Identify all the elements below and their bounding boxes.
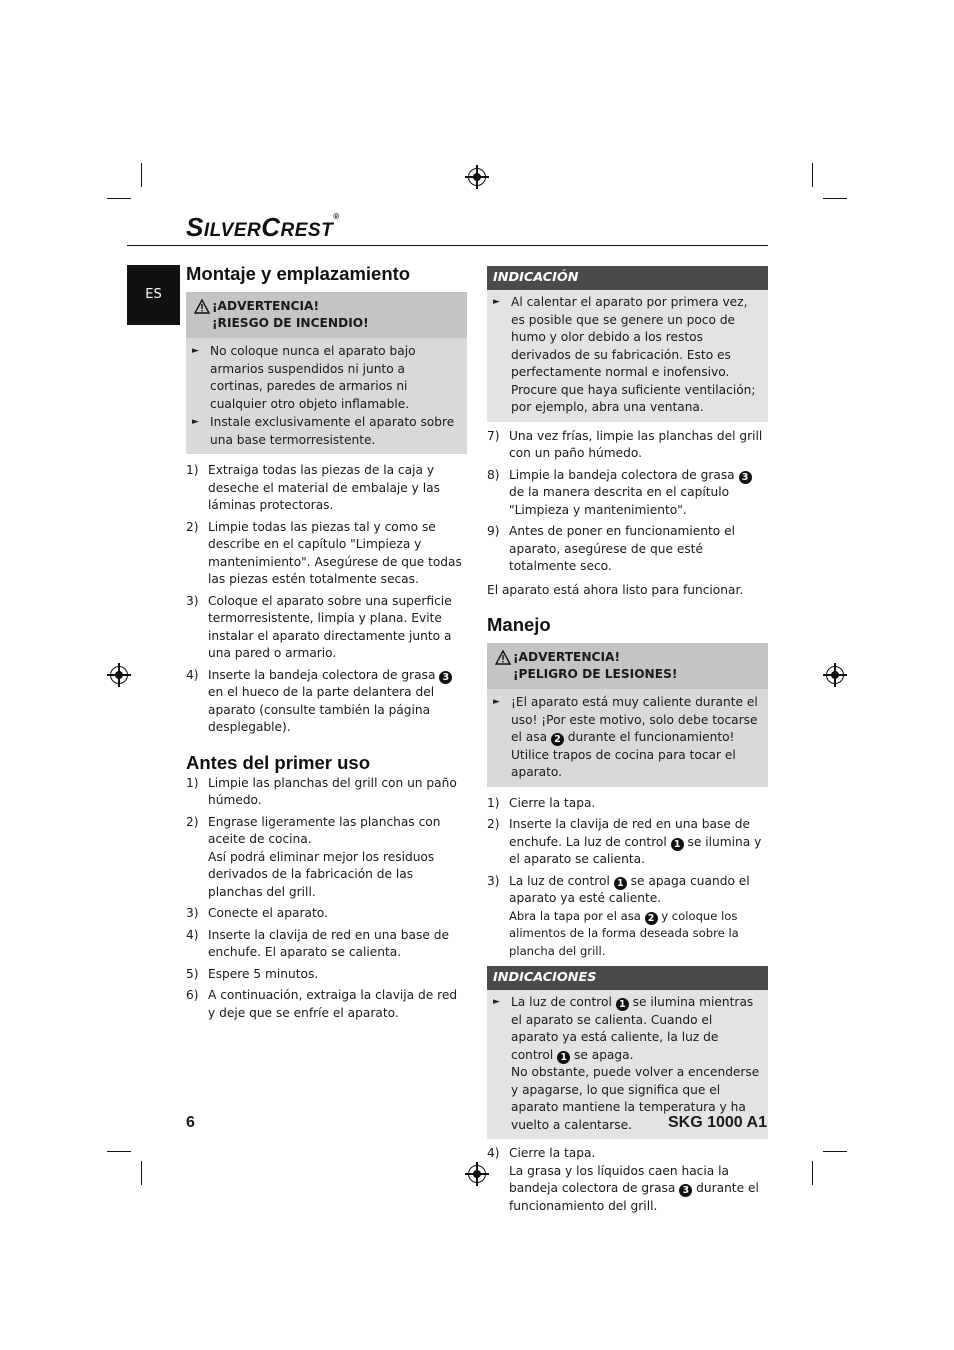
list-item: 8) Limpie la bandeja colectora de grasa 3 de la manera descrita en el capítulo "Limpieza y mantenimiento". bbox=[487, 467, 768, 520]
language-tab: ES bbox=[127, 265, 180, 325]
triangle-right-icon: ► bbox=[493, 697, 500, 707]
crop-mark bbox=[823, 198, 847, 199]
list-item: 1) Limpie las planchas del grill con un paño húmedo. bbox=[186, 775, 457, 807]
list-item: 3) Conecte el aparato. bbox=[186, 906, 328, 920]
warning-box-fire bbox=[186, 292, 467, 454]
header-divider bbox=[127, 245, 768, 246]
triangle-right-icon: ► bbox=[192, 346, 199, 356]
list-item: 4) Cierre la tapa. La grasa y los líquidos caen hacia la bandeja colectora de grasa 3 durante el funcionamiento del grill. bbox=[487, 1146, 759, 1213]
part-number-badge: 3 bbox=[439, 671, 452, 684]
list-item: ► Instale exclusivamente el aparato sobre una base termorresistente. bbox=[192, 414, 461, 449]
model-number: SKG 1000 A1 bbox=[667, 1114, 767, 1131]
part-number-badge: 1 bbox=[616, 998, 629, 1011]
section-title-manejo: Manejo bbox=[487, 614, 551, 635]
warning-title: ¡ADVERTENCIA! bbox=[212, 299, 320, 313]
crop-mark bbox=[107, 198, 131, 199]
page-number: 6 bbox=[186, 1114, 195, 1131]
warning-title: ¡ADVERTENCIA! bbox=[513, 650, 621, 664]
registration-mark-icon bbox=[826, 666, 844, 684]
list-item: 3) Coloque el aparato sobre una superficie termorresistente, limpia y plana. Evite instalar el aparato directamente junto a una pared o armario. bbox=[186, 593, 452, 660]
warning-triangle-icon bbox=[194, 299, 212, 332]
crop-mark bbox=[812, 163, 813, 187]
part-number-badge: 1 bbox=[671, 838, 684, 851]
part-number-badge: 1 bbox=[614, 877, 627, 890]
warning-box-injury bbox=[487, 643, 768, 787]
triangle-right-icon: ► bbox=[192, 417, 199, 427]
section-title-montaje: Montaje y emplazamiento bbox=[186, 263, 411, 284]
left-column bbox=[186, 262, 467, 1026]
warning-subtitle: ¡RIESGO DE INCENDIO! bbox=[212, 316, 369, 330]
part-number-badge: 2 bbox=[645, 912, 658, 925]
crop-mark bbox=[107, 1151, 131, 1152]
list-item: 4) Inserte la clavija de red en una base de enchufe. El aparato se calienta. bbox=[186, 927, 449, 959]
list-item: ► No coloque nunca el aparato bajo armarios suspendidos ni junto a cortinas, paredes de armarios ni cualquier otro objeto inflamable. bbox=[192, 343, 461, 413]
warning-header bbox=[487, 643, 768, 689]
warning-header bbox=[186, 292, 467, 338]
list-item: 1) Extraiga todas las piezas de la caja y deseche el material de embalaje y las láminas protectoras. bbox=[186, 463, 440, 512]
crop-mark bbox=[812, 1161, 813, 1185]
right-column bbox=[487, 266, 768, 1219]
brand-logo: SILVERCREST® bbox=[186, 212, 340, 242]
list-item: ► Al calentar el aparato por primera vez, es posible que se genere un poco de humo y olor debido a los restos derivados de su fabricación. Esto es perfectamente normal e inofensivo. Procure que haya suficiente ventilación; por ejemplo, abra una ventana. bbox=[493, 294, 762, 417]
crop-mark bbox=[823, 1151, 847, 1152]
list-item: ► ¡El aparato está muy caliente durante el uso! ¡Por este motivo, solo debe tocarse el asa 2 durante el funcionamiento! Utilice trapos de cocina para tocar el aparato. bbox=[493, 694, 762, 782]
crop-mark bbox=[141, 1161, 142, 1185]
list-item: ► La luz de control 1 se ilumina mientras el aparato se calienta. Cuando el aparato ya está caliente, la luz de control 1 se apaga. No obstante, puede volver a encenderse y apagarse, lo que significa que el aparato mantiene la temperatura y ha vuelto a calentarse. bbox=[493, 994, 762, 1134]
registration-mark-icon bbox=[468, 1165, 486, 1183]
note-box bbox=[487, 266, 768, 422]
list-item: 2) Engrase ligeramente las planchas con aceite de cocina. Así podrá eliminar mejor los residuos derivados de la fabricación de las planchas del grill. bbox=[186, 814, 441, 899]
list-item: 3) La luz de control 1 se apaga cuando el aparato ya esté caliente. Abra la tapa por el asa 2 y coloque los alimentos de la forma deseada sobre la plancha del grill. bbox=[487, 873, 750, 958]
list-item: 2) Inserte la clavija de red en una base de enchufe. La luz de control 1 se ilumina y el aparato se calienta. bbox=[487, 817, 762, 866]
list-item: 4) Inserte la bandeja colectora de grasa 3 en el hueco de la parte delantera del aparato (consulte también la página desplegable). bbox=[186, 667, 467, 737]
note-header: INDICACIÓN bbox=[487, 266, 768, 290]
list-item: 6) A continuación, extraiga la clavija de red y deje que se enfríe el aparato. bbox=[186, 988, 458, 1020]
triangle-right-icon: ► bbox=[493, 997, 500, 1007]
part-number-badge: 2 bbox=[551, 733, 564, 746]
list-item: 5) Espere 5 minutos. bbox=[186, 966, 319, 981]
part-number-badge: 3 bbox=[679, 1184, 692, 1197]
part-number-badge: 3 bbox=[739, 471, 752, 484]
list-item: 7) Una vez frías, limpie las planchas del grill con un paño húmedo. bbox=[487, 428, 763, 460]
part-number-badge: 1 bbox=[557, 1051, 570, 1064]
list-item: 1) Cierre la tapa. bbox=[487, 795, 596, 810]
warning-subtitle: ¡PELIGRO DE LESIONES! bbox=[513, 667, 678, 681]
list-item: 9) Antes de poner en funcionamiento el aparato, asegúrese de que esté totalmente seco. bbox=[487, 524, 736, 573]
warning-triangle-icon bbox=[495, 650, 513, 683]
list-item: 2) Limpie todas las piezas tal y como se describe en el capítulo "Limpieza y mantenimiento". Asegúrese de que todas las piezas estén totalmente secas. bbox=[186, 519, 462, 586]
registration-mark-icon bbox=[468, 168, 486, 186]
triangle-right-icon: ► bbox=[493, 297, 500, 307]
crop-mark bbox=[141, 163, 142, 187]
ready-text: El aparato está ahora listo para funcionar. bbox=[487, 582, 744, 597]
section-title-antes: Antes del primer uso bbox=[186, 751, 371, 773]
registration-mark-icon bbox=[110, 666, 128, 684]
note-header: INDICACIONES bbox=[487, 966, 768, 990]
